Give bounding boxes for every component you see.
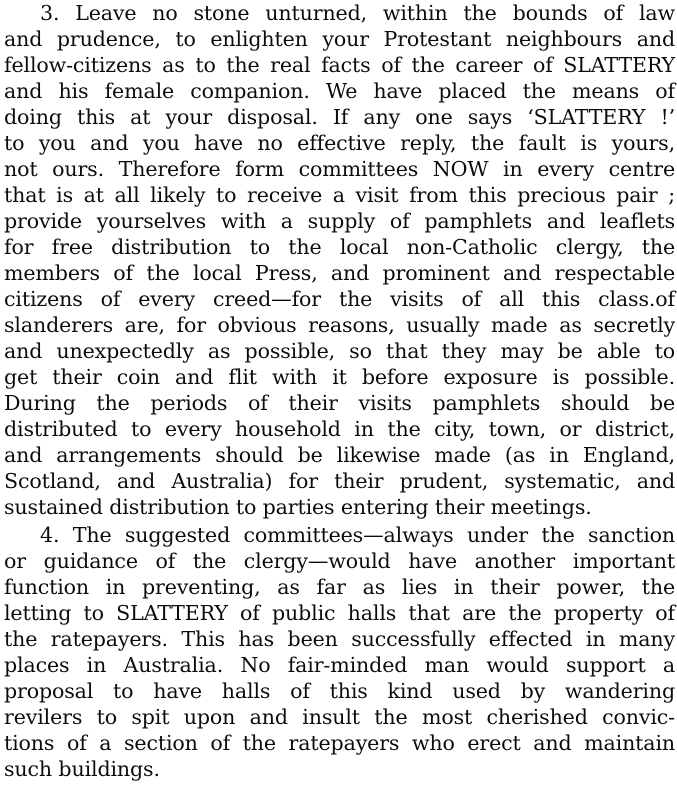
text-line: members of the local Press, and prominent and respectable xyxy=(4,261,675,285)
text-line: doing this at your disposal. If any one says ‘SLATTERY !’ xyxy=(4,105,675,129)
text-line: 3. Leave no stone unturned, within the bounds of law xyxy=(40,1,675,25)
text-line: and his female companion. We have placed the means of xyxy=(4,79,675,103)
text-line: or guidance of the clergy—would have another important xyxy=(4,549,675,573)
text-line: fellow-citizens as to the real facts of the career of SLATTERY xyxy=(4,53,675,77)
text-line: the ratepayers. This has been successfully effected in many xyxy=(4,627,675,651)
text-line: places in Australia. No fair-minded man would support a xyxy=(4,653,675,677)
text-line: not ours. Therefore form committees NOW in every centre xyxy=(4,157,675,181)
text-line: for free distribution to the local non-Catholic clergy, the xyxy=(4,235,675,259)
text-line: letting to SLATTERY of public halls that are the property of xyxy=(4,601,675,625)
text-line: revilers to spit upon and insult the most cherished convic- xyxy=(4,705,675,729)
text-line: to you and you have no effective reply, the fault is yours, xyxy=(4,131,675,155)
text-line: During the periods of their visits pamphlets should be xyxy=(4,391,675,415)
text-line: function in preventing, as far as lies in their power, the xyxy=(4,575,675,599)
text-line: 4. The suggested committees—always under the sanction xyxy=(40,523,675,547)
text-line: such buildings. xyxy=(4,757,160,781)
text-line: distributed to every household in the city, town, or district, xyxy=(4,417,675,441)
text-line: provide yourselves with a supply of pamphlets and leaflets xyxy=(4,209,675,233)
text-line: and unexpectedly as possible, so that they may be able to xyxy=(4,339,675,363)
text-line: tions of a section of the ratepayers who erect and maintain xyxy=(4,731,675,755)
text-line: that is at all likely to receive a visit from this precious pair ; xyxy=(4,183,675,207)
text-line: and prudence, to enlighten your Protestant neighbours and xyxy=(4,27,675,51)
text-line: sustained distribution to parties entering their meetings. xyxy=(4,495,592,519)
text-line: slanderers are, for obvious reasons, usually made as secretly xyxy=(4,313,675,337)
text-line: and arrangements should be likewise made (as in England, xyxy=(4,443,675,467)
text-line: Scotland, and Australia) for their prudent, systematic, and xyxy=(4,469,675,493)
text-line: proposal to have halls of this kind used by wandering xyxy=(4,679,675,703)
text-line: citizens of every creed—for the visits of all this class.of xyxy=(4,287,675,311)
text-line: get their coin and flit with it before exposure is possible. xyxy=(4,365,675,389)
